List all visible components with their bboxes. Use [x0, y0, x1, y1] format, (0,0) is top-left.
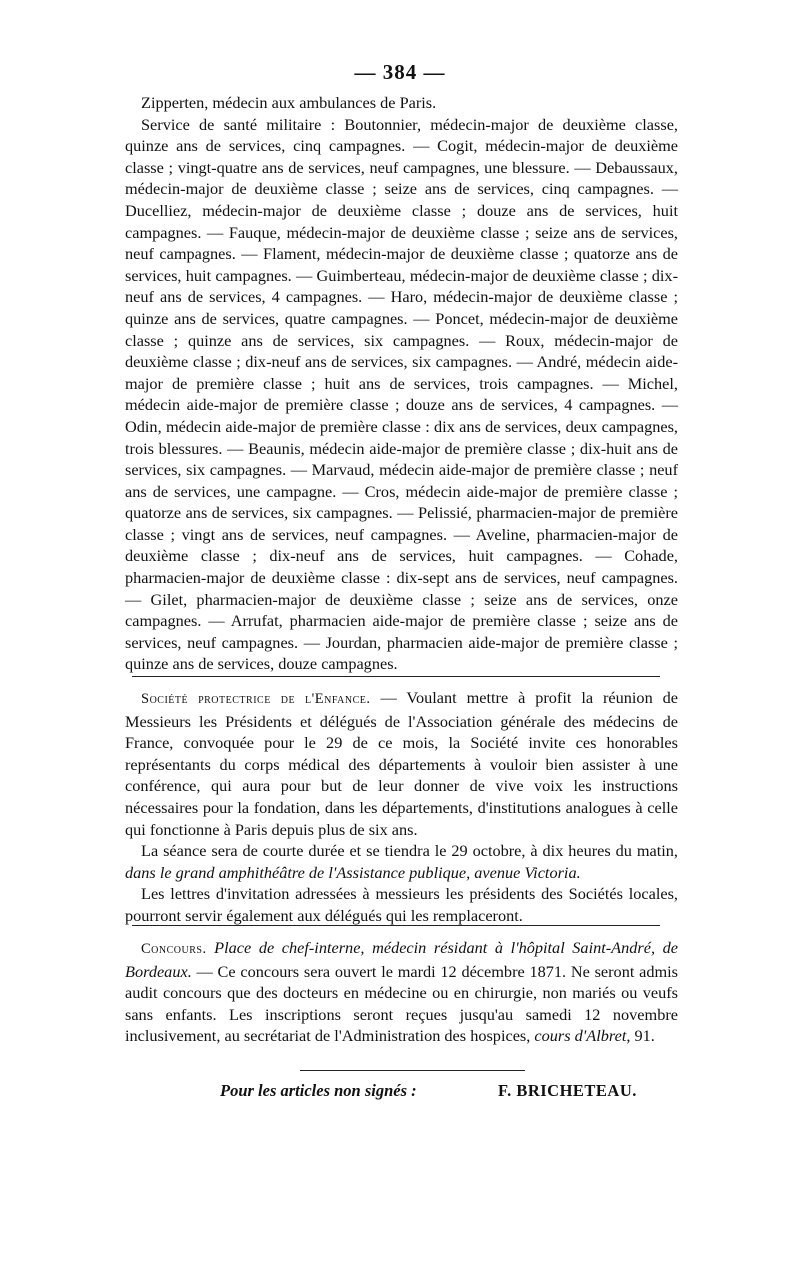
signature [220, 1081, 640, 1101]
seance-location: dans le grand amphithéâtre de l'Assistance publique, avenue Victoria. [125, 862, 581, 882]
seance-body: La séance sera de courte durée et se tiendra le 29 octobre, à dix heures du matin, [141, 841, 678, 861]
signature-divider [300, 1070, 525, 1071]
paragraph-societe-protectrice [125, 687, 678, 840]
signature-name: F. BRICHETEAU. [498, 1081, 637, 1100]
section-military-service [125, 92, 678, 675]
societe-body: — Voulant mettre à profit la réunion de Messieurs les Présidents et délégués de l'Association générale des médecins de France, convoquée pour le 29 de ce mois, la Société invite ces honorables représentants du corps médical des départements à vouloir bien assister à une conférence, qui aura pour but de leur donner de vive voix les instructions nécessaires pour la fondation, dans les départements, d'institutions analogues à celle qui fonctionne à Paris depuis plus de six ans. [125, 688, 678, 839]
page-number: — 384 — [354, 60, 446, 84]
societe-heading: Société protectrice de l'Enfance. [141, 691, 371, 707]
section-divider [132, 925, 660, 926]
concours-address-number: , 91. [626, 1026, 655, 1046]
concours-heading: Concours. [141, 941, 207, 957]
concours-body: — Ce concours sera ouvert le mardi 12 décembre 1871. Ne seront admis audit concours que des docteurs en médecine ou en chirurgie, non mariés ou veufs sans enfants. Les inscriptions seront reçues jusqu'au samedi 12 novembre inclusivement, au secrétariat de l'Administration des hospices, [125, 961, 678, 1046]
paragraph-seance [125, 840, 678, 883]
paragraph-zipperten: Zipperten, médecin aux ambulances de Paris. [141, 93, 437, 112]
section-divider [132, 676, 660, 677]
section-societe-protectrice [125, 687, 678, 927]
paragraph-service-de-sante: Service de santé militaire : Boutonnier, médecin-major de deuxième classe, quinze ans de services, cinq campagnes. — Cogit, médecin-major de deuxième classe ; vingt-quatre ans de services, neuf campagnes, une blessure. — Debaussaux, médecin-major de deuxième classe ; seize ans de services, cinq campagnes. — Ducelliez, médecin-major de deuxième classe ; douze ans de services, huit campagnes. — Fauque, médecin-major de deuxième classe ; seize ans de services, neuf campagnes. — Flament, médecin-major de deuxième classe ; quatorze ans de services, huit campagnes. — Guimberteau, médecin-major de deuxième classe ; dix-neuf ans de services, 4 campagnes. — Haro, médecin-major de deuxième classe ; quinze ans de services, quatre campagnes. — Poncet, médecin-major de deuxième classe ; quinze ans de services, six campagnes. — Roux, médecin-major de deuxième classe ; dix-neuf ans de services, six campagnes. — André, médecin aide-major de première classe ; huit ans de services, trois campagnes. — Michel, médecin aide-major de première classe ; douze ans de services, 4 campagnes. — Odin, médecin aide-major de première classe : dix ans de services, deux campagnes, trois blessures. — Beaunis, médecin aide-major de première classe ; dix-huit ans de services, six campagnes. — Marvaud, médecin aide-major de première classe ; neuf ans de services, une campagne. — Cros, médecin aide-major de première classe ; quatorze ans de services, six campagnes. — Pelissié, pharmacien-major de première classe ; vingt ans de services, neuf campagnes. — Aveline, pharmacien-major de deuxième classe ; dix-neuf ans de services, huit campagnes. — Cohade, pharmacien-major de deuxième classe : dix-sept ans de services, neuf campagnes. — Gilet, pharmacien-major de deuxième classe ; seize ans de services, onze campagnes. — Arrufat, pharmacien aide-major de première classe ; seize ans de services, neuf campagnes. — Jourdan, pharmacien aide-major de première classe ; quinze ans de services, douze campagnes. [125, 114, 678, 674]
concours-title: Place de chef-interne, médecin résidant à l'hôpital Saint-André, de Bordeaux. [125, 938, 678, 981]
paragraph-lettres-invitation: Les lettres d'invitation adressées à messieurs les présidents des Sociétés locales, pourront servir également aux délégués qui les remplaceront. [125, 884, 678, 925]
paragraph-concours [125, 937, 678, 1047]
section-concours [125, 937, 678, 1047]
signature-label: Pour les articles non signés : [220, 1081, 417, 1100]
concours-address: cours d'Albret [534, 1026, 627, 1046]
